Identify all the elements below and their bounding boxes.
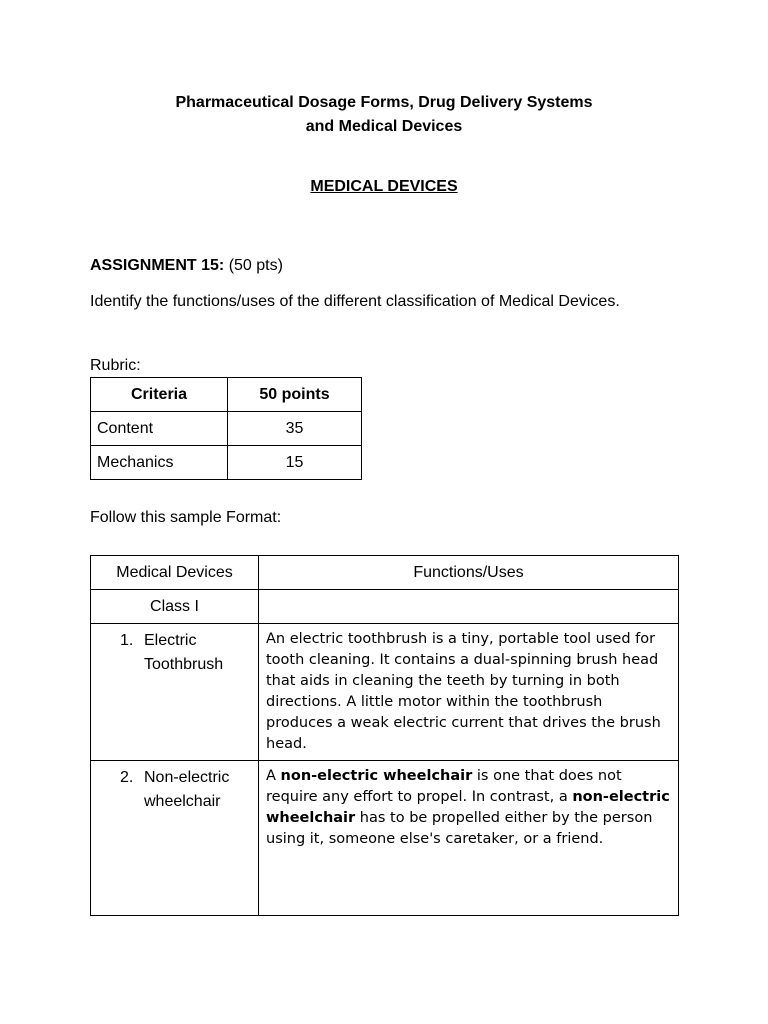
assignment-label: ASSIGNMENT 15:: [90, 257, 225, 274]
device-name-cell: [91, 624, 259, 761]
function-text-part: has to be propelled either by the person using it, someone else's caretaker, or a friend.: [266, 810, 653, 847]
device-name: [144, 629, 223, 677]
rubric-row: [91, 412, 362, 446]
sample-format-label: Follow this sample Format:: [90, 509, 282, 526]
list-number: 1.: [120, 632, 134, 649]
assignment-points: (50 pts): [228, 257, 283, 274]
device-name-line-2: Toothbrush: [144, 656, 224, 673]
rubric-criteria-cell: Content: [91, 412, 228, 446]
sample-header-row: [91, 556, 679, 590]
list-item: [98, 629, 251, 677]
list-item: [98, 766, 251, 814]
function-text-bold: non-electric wheelchair: [280, 768, 473, 784]
table-row: [91, 624, 679, 761]
device-name: [144, 766, 229, 814]
sample-header-functions: Functions/Uses: [259, 556, 679, 590]
rubric-header-criteria: Criteria: [91, 378, 228, 412]
assignment-line: [90, 257, 283, 275]
sample-header-devices: Medical Devices: [91, 556, 259, 590]
document-title-line-2: and Medical Devices: [305, 118, 463, 135]
rubric-header-points: 50 points: [228, 378, 362, 412]
function-text-part: A: [266, 768, 281, 784]
sample-class-empty-cell: [259, 590, 679, 624]
table-row: [91, 761, 679, 916]
rubric-points-cell: 35: [228, 412, 362, 446]
device-function-text: [259, 761, 679, 916]
device-name-line-2: wheelchair: [144, 793, 221, 810]
rubric-label: Rubric:: [90, 357, 141, 374]
device-name-line-1: Non-electric: [144, 769, 230, 786]
rubric-row: [91, 446, 362, 480]
device-function-text: An electric toothbrush is a tiny, portable tool used for tooth cleaning. It contains a dual-spinning brush head that aids in cleaning the teeth by turning in both directions. A little motor within the toothbrush produces a weak electric current that drives the brush head.: [259, 624, 679, 761]
list-number: 2.: [120, 769, 134, 786]
sample-class-label: Class I: [91, 590, 259, 624]
function-text-part: is one that does not require any effort to propel. In contrast, a: [266, 768, 622, 805]
rubric-table: [90, 377, 362, 480]
document-title-line-1: Pharmaceutical Dosage Forms, Drug Delivery Systems: [175, 94, 593, 111]
rubric-points-cell: 15: [228, 446, 362, 480]
rubric-header-row: [91, 378, 362, 412]
function-text-bold: non-electric wheelchair: [266, 789, 670, 826]
assignment-instruction: Identify the functions/uses of the different classification of Medical Devices.: [90, 293, 620, 310]
rubric-criteria-cell: Mechanics: [91, 446, 228, 480]
sample-class-row: [91, 590, 679, 624]
device-name-line-1: Electric: [144, 632, 197, 649]
sample-format-table: [90, 555, 679, 916]
section-heading: MEDICAL DEVICES: [310, 178, 458, 195]
device-name-cell: [91, 761, 259, 916]
